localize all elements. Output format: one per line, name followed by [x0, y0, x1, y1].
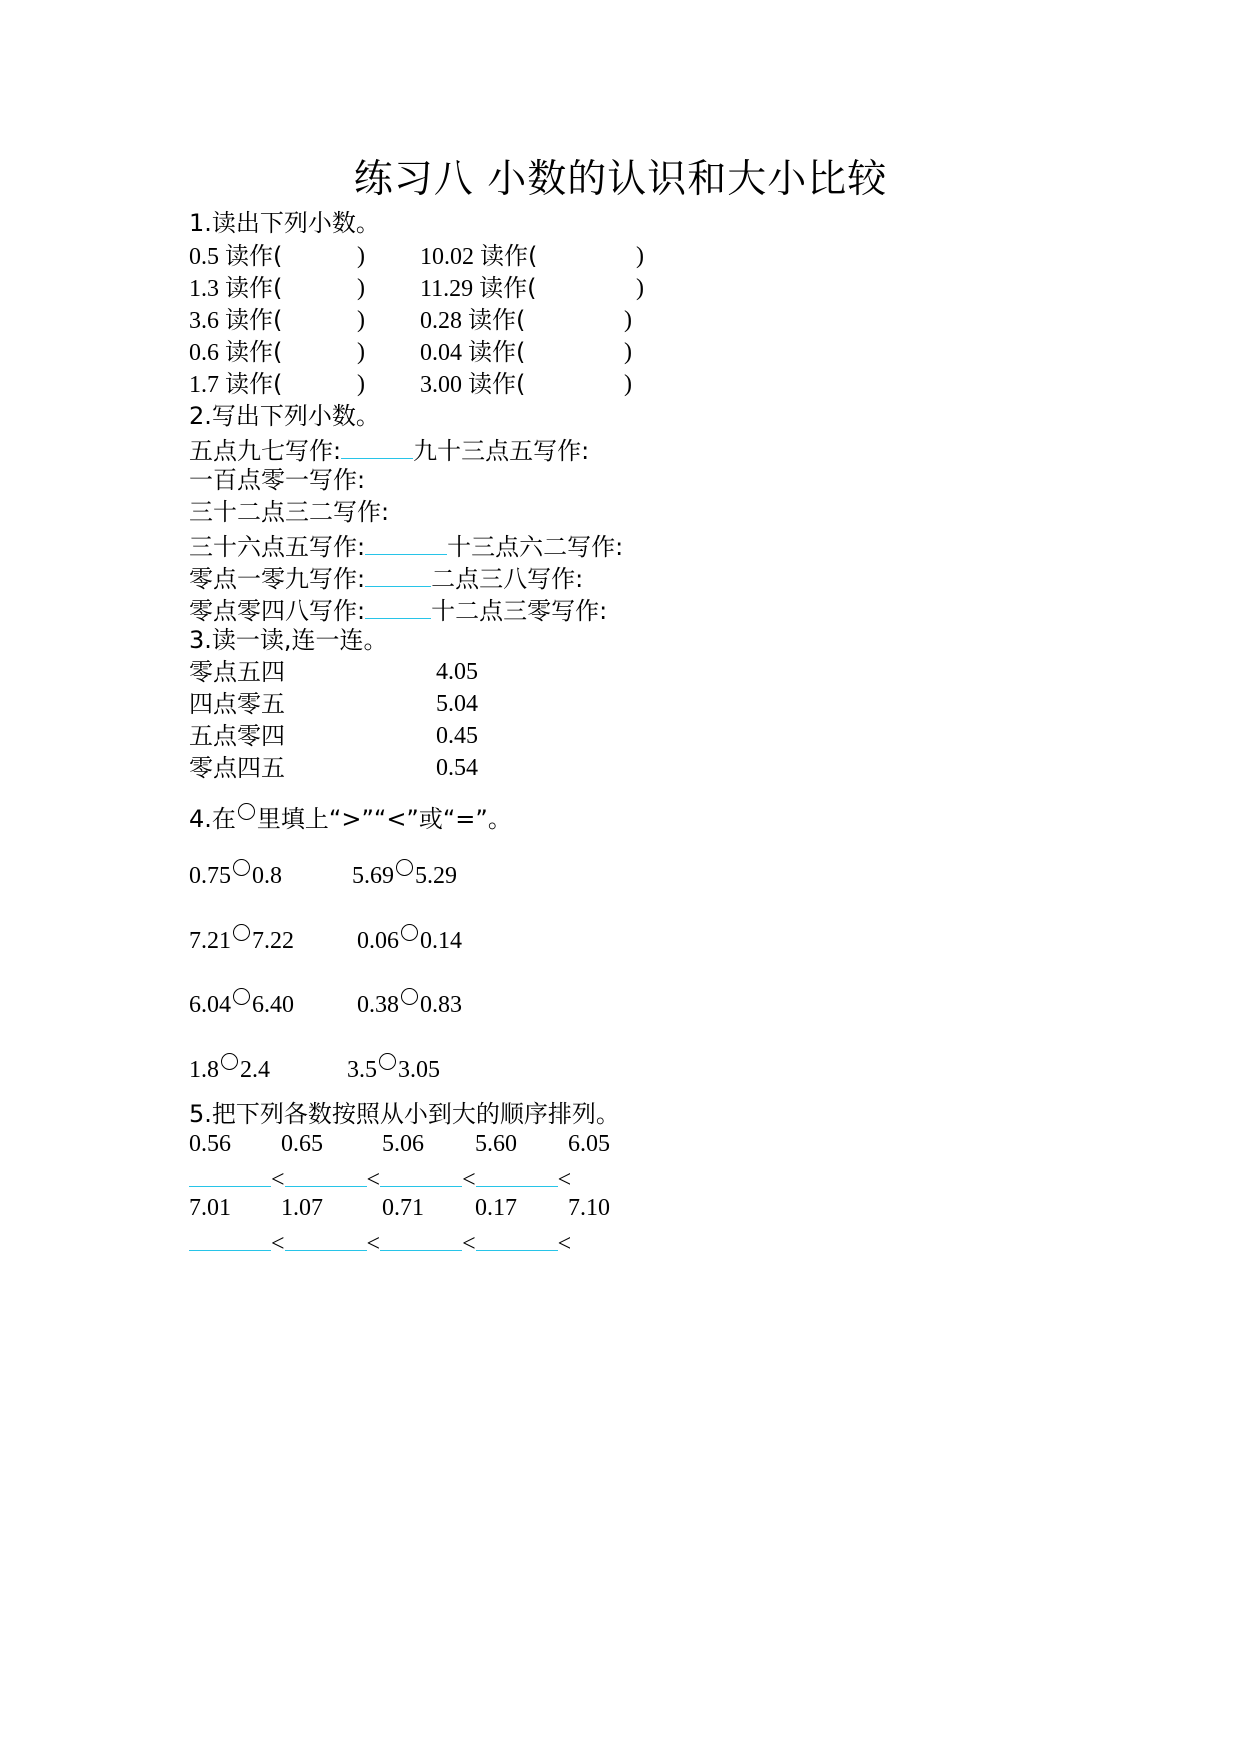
answer-blank[interactable]: [476, 1224, 558, 1251]
read-label: 读作(: [225, 274, 283, 302]
close-paren: ): [357, 371, 365, 397]
answer-blank[interactable]: [380, 1224, 462, 1251]
compare-right-number: 0.14: [420, 928, 462, 954]
less-than-sign: <: [557, 1167, 572, 1193]
sort-answer-row: [189, 1160, 571, 1196]
compare-left-number: 0.38: [357, 992, 399, 1018]
q1-right-item: [420, 304, 525, 337]
compare-left-number: 0.06: [357, 928, 399, 954]
q1-right-item: [420, 240, 537, 273]
sort-number: 1.07: [281, 1195, 323, 1221]
answer-blank[interactable]: [189, 1224, 271, 1251]
q2-row-6: [189, 592, 607, 627]
q2-item-label: 一百点零一写作:: [189, 466, 366, 494]
compare-left-number: 5.69: [352, 863, 394, 889]
close-paren: ): [357, 243, 365, 269]
compare-item: [189, 859, 282, 892]
decimal-number: 0.6: [189, 340, 225, 366]
compare-right-number: 0.83: [420, 992, 462, 1018]
circle-icon: [238, 803, 255, 820]
close-paren: ): [624, 339, 632, 365]
q2-row-4: [189, 528, 623, 563]
q2-row-2: [189, 464, 365, 496]
less-than-sign: <: [271, 1167, 285, 1193]
q1-right-item: [420, 336, 525, 369]
compare-item: [189, 1053, 270, 1086]
answer-blank[interactable]: [341, 432, 413, 459]
match-right-item[interactable]: 0.45: [436, 723, 478, 749]
compare-right-number: 5.29: [415, 863, 457, 889]
decimal-number: 3.6: [189, 308, 225, 334]
answer-blank[interactable]: [380, 1160, 462, 1187]
q2-item-label: 九十三点五写作:: [413, 437, 590, 465]
sort-number: 5.60: [475, 1131, 517, 1157]
close-paren: ): [624, 307, 632, 333]
answer-blank[interactable]: [365, 528, 447, 555]
match-left-item[interactable]: 四点零五: [189, 690, 285, 718]
q5-heading: 5.把下列各数按照从小到大的顺序排列。: [189, 1100, 620, 1128]
close-paren: ): [624, 371, 632, 397]
close-paren: ): [357, 275, 365, 301]
decimal-number: 0.04: [420, 340, 468, 366]
read-label: 读作(: [479, 274, 537, 302]
decimal-number: 0.28: [420, 308, 468, 334]
answer-blank[interactable]: [285, 1224, 367, 1251]
answer-blank[interactable]: [365, 592, 431, 619]
less-than-sign: <: [462, 1231, 476, 1257]
match-left-item[interactable]: 零点五四: [189, 658, 285, 686]
read-label: 读作(: [225, 306, 283, 334]
compare-item: [352, 859, 457, 892]
close-paren: ): [636, 243, 644, 269]
q1-right-item: [420, 368, 525, 401]
decimal-number: 10.02: [420, 244, 480, 270]
compare-item: [347, 1053, 440, 1086]
match-left-item[interactable]: 五点零四: [189, 722, 285, 750]
read-label: 读作(: [480, 242, 538, 270]
read-label: 读作(: [468, 306, 526, 334]
answer-blank[interactable]: [365, 560, 431, 587]
compare-right-number: 7.22: [252, 928, 294, 954]
sort-number: 0.65: [281, 1131, 323, 1157]
page-title: 练习八 小数的认识和大小比较: [353, 157, 888, 202]
compare-circle-input[interactable]: [401, 988, 418, 1005]
less-than-sign: <: [462, 1167, 476, 1193]
read-label: 读作(: [468, 338, 526, 366]
sort-number: 0.71: [382, 1195, 424, 1221]
less-than-sign: <: [271, 1231, 285, 1257]
decimal-number: 1.3: [189, 276, 225, 302]
compare-right-number: 2.4: [240, 1057, 270, 1083]
compare-circle-input[interactable]: [233, 924, 250, 941]
q1-left-item: [189, 272, 282, 305]
sort-number: 0.17: [475, 1195, 517, 1221]
q2-row-1: [189, 432, 589, 467]
q4-heading-post: 里填上“>”“<”或“=”。: [256, 805, 512, 833]
q2-item-label: 零点一零九写作:: [189, 565, 366, 593]
compare-circle-input[interactable]: [379, 1053, 396, 1070]
q2-row-3: [189, 496, 389, 528]
q4-heading-pre: 4.在: [189, 805, 236, 833]
answer-blank[interactable]: [476, 1160, 558, 1187]
q1-left-item: [189, 304, 282, 337]
compare-circle-input[interactable]: [233, 988, 250, 1005]
decimal-number: 3.00: [420, 372, 468, 398]
compare-item: [189, 924, 294, 957]
q1-left-item: [189, 336, 282, 369]
sort-number: 7.01: [189, 1195, 231, 1221]
compare-circle-input[interactable]: [221, 1053, 238, 1070]
sort-number: 7.10: [568, 1195, 610, 1221]
compare-left-number: 1.8: [189, 1057, 219, 1083]
compare-left-number: 6.04: [189, 992, 231, 1018]
sort-answer-row: [189, 1224, 571, 1260]
compare-circle-input[interactable]: [396, 859, 413, 876]
sort-number: 5.06: [382, 1131, 424, 1157]
compare-item: [357, 924, 462, 957]
read-label: 读作(: [225, 242, 283, 270]
less-than-sign: <: [557, 1231, 572, 1257]
q2-item-label: 二点三八写作:: [431, 565, 584, 593]
match-right-item[interactable]: 5.04: [436, 691, 478, 717]
compare-circle-input[interactable]: [233, 859, 250, 876]
q1-left-item: [189, 368, 282, 401]
match-right-item[interactable]: 0.54: [436, 755, 478, 781]
q2-item-label: 零点零四八写作:: [189, 597, 366, 625]
q2-row-5: [189, 560, 583, 595]
read-label: 读作(: [225, 338, 283, 366]
q1-left-item: [189, 240, 282, 273]
q2-item-label: 十二点三零写作:: [431, 597, 608, 625]
compare-right-number: 0.8: [252, 863, 282, 889]
compare-right-number: 3.05: [398, 1057, 440, 1083]
close-paren: ): [636, 275, 644, 301]
answer-blank[interactable]: [189, 1160, 271, 1187]
match-left-item[interactable]: 零点四五: [189, 754, 285, 782]
decimal-number: 0.5: [189, 244, 225, 270]
q2-item-label: 三十六点五写作:: [189, 533, 366, 561]
q1-heading: 1.读出下列小数。: [189, 209, 380, 237]
q2-item-label: 五点九七写作:: [189, 437, 342, 465]
read-label: 读作(: [468, 370, 526, 398]
compare-left-number: 3.5: [347, 1057, 377, 1083]
compare-left-number: 0.75: [189, 863, 231, 889]
q3-heading: 3.读一读,连一连。: [189, 626, 388, 654]
q2-item-label: 三十二点三二写作:: [189, 498, 390, 526]
sort-number: 6.05: [568, 1131, 610, 1157]
compare-item: [357, 988, 462, 1021]
decimal-number: 1.7: [189, 372, 225, 398]
less-than-sign: <: [366, 1167, 381, 1193]
q4-heading: [189, 803, 512, 835]
q2-heading: 2.写出下列小数。: [189, 402, 380, 430]
close-paren: ): [357, 307, 365, 333]
decimal-number: 11.29: [420, 276, 480, 302]
answer-blank[interactable]: [285, 1160, 367, 1187]
compare-circle-input[interactable]: [401, 924, 418, 941]
read-label: 读作(: [225, 370, 283, 398]
compare-left-number: 7.21: [189, 928, 231, 954]
close-paren: ): [357, 339, 365, 365]
compare-item: [189, 988, 294, 1021]
sort-number: 0.56: [189, 1131, 231, 1157]
q2-item-label: 十三点六二写作:: [447, 533, 624, 561]
less-than-sign: <: [366, 1231, 381, 1257]
compare-right-number: 6.40: [252, 992, 294, 1018]
q1-right-item: [420, 272, 536, 305]
match-right-item[interactable]: 4.05: [436, 659, 478, 685]
